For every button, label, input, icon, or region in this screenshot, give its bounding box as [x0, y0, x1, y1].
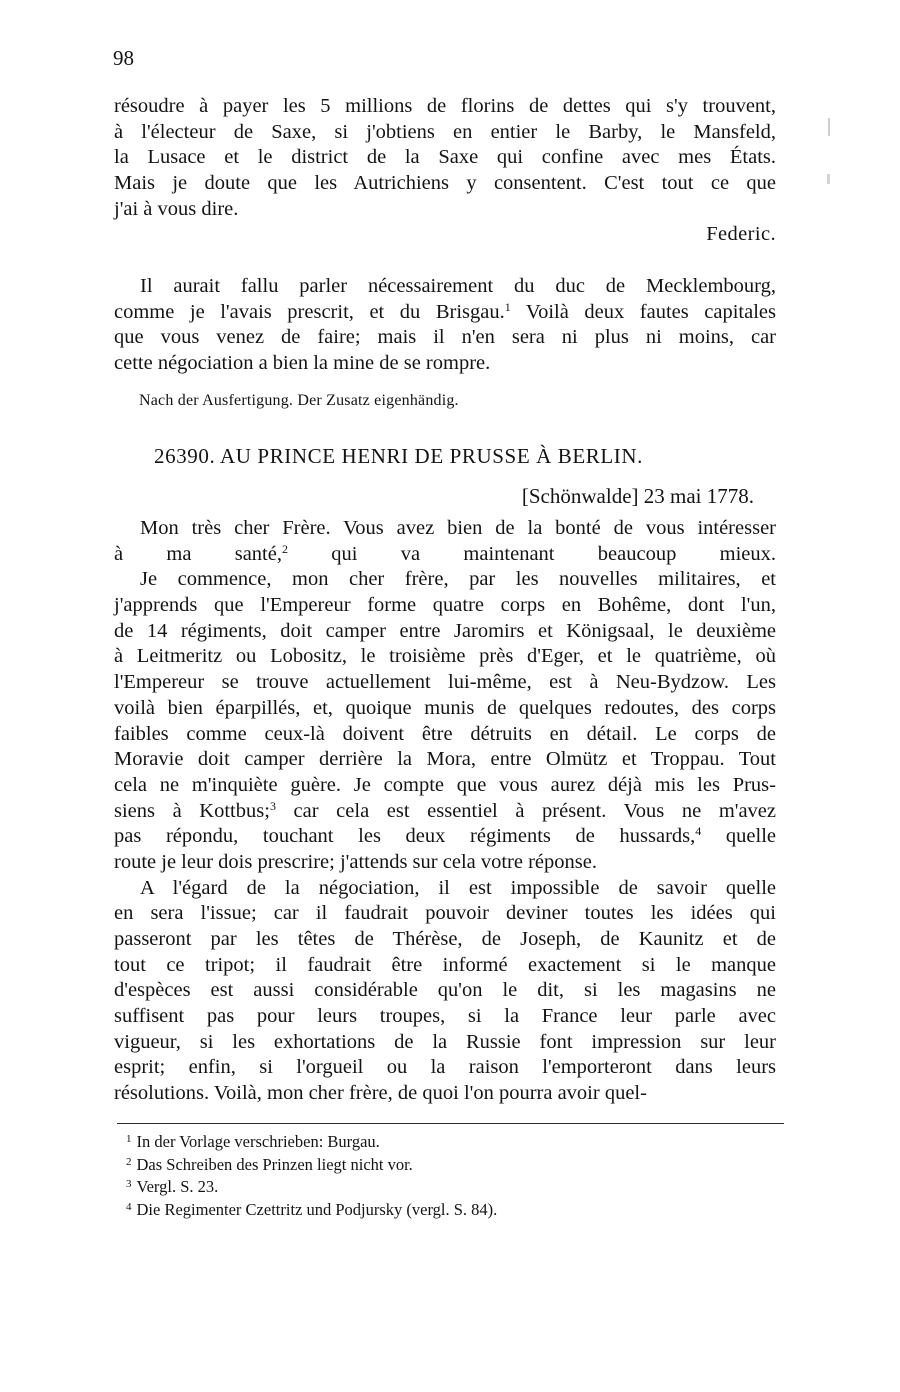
text-line — [114, 722, 776, 748]
text-line — [114, 876, 776, 902]
footnote-ref: 4 — [695, 824, 702, 839]
text-line — [114, 696, 776, 722]
line-text: tout ce tripot; il faudrait être informé exactement si le manque — [114, 953, 776, 976]
text-line: la Lusace et le district de la Saxe qui confine avec mes États. — [114, 146, 776, 169]
text-line — [114, 300, 776, 326]
text-line — [114, 799, 776, 825]
line-text: A l'égard de la négociation, il est impossible de savoir quelle — [140, 876, 776, 899]
footnote-number: 4 — [126, 1200, 132, 1213]
line-text: résolutions. Voilà, mon cher frère, de quoi l'on pourra avoir quel- — [114, 1082, 647, 1105]
margin-mark — [827, 174, 830, 184]
text-line — [114, 1030, 776, 1056]
footnote — [126, 1173, 497, 1196]
text-line — [114, 850, 776, 876]
line-text: car cela est essentiel à présent. Vous ne m'avez — [275, 799, 776, 822]
line-text: d'espèces est aussi considérable qu'on le dit, si les magasins ne — [114, 979, 776, 1002]
line-text: pas répondu, touchant les deux régiments de hussards, — [114, 825, 696, 848]
text-line: résoudre à payer les 5 millions de florins de dettes qui s'y trouvent, — [114, 95, 776, 117]
text-line: à l'électeur de Saxe, si j'obtiens en entier le Barby, le Mansfeld, — [114, 120, 776, 143]
letter-continuation — [114, 94, 776, 248]
page-number: 98 — [113, 46, 134, 70]
line-text: que vous venez de faire; mais il n'en sera ni plus ni moins, car — [114, 326, 776, 349]
line-text: en sera l'issue; car il faudrait pouvoir deviner toutes les idées qui — [114, 902, 776, 925]
text-line — [114, 644, 776, 670]
footnote-ref: 3 — [269, 798, 276, 813]
text-line: j'ai à vous dire. — [114, 197, 239, 220]
line-text: quelle — [701, 825, 776, 848]
text-line — [114, 773, 776, 799]
line-text: Moravie doit camper derrière la Mora, entre Olmütz et Troppau. Tout — [114, 748, 776, 771]
line-text: voilà bien éparpillés, et, quoique munis de quelques redoutes, des corps — [114, 696, 776, 719]
letter-body — [114, 516, 776, 1107]
text-line — [114, 747, 776, 773]
line-text: à Leitmeritz ou Lobositz, le troisième près d'Eger, et le quatrième, où — [114, 645, 776, 668]
footnote-text: Vergl. S. 23. — [136, 1177, 219, 1196]
text-line — [114, 325, 776, 351]
footnote-ref: 2 — [281, 541, 288, 556]
line-text: siens à Kottbus; — [114, 799, 270, 822]
line-text: Mon très cher Frère. Vous avez bien de la bonté de vous intéresser — [140, 517, 776, 539]
line-text: Il aurait fallu parler nécessairement du duc de Mecklembourg, — [140, 275, 776, 297]
line-text: vigueur, si les exhortations de la Russie font impression sur leur — [114, 1030, 776, 1053]
letter-heading: 26390. AU PRINCE HENRI DE PRUSSE À BERLIN. — [154, 444, 643, 468]
line-text: qui va maintenant beaucoup mieux. — [287, 542, 776, 565]
text-line — [114, 927, 776, 953]
margin-mark — [828, 118, 830, 136]
text-line — [114, 824, 776, 850]
text-line — [114, 1004, 776, 1030]
line-text: Je commence, mon cher frère, par les nouvelles militaires, et — [140, 568, 776, 591]
text-line — [114, 567, 776, 593]
line-text: j'apprends que l'Empereur forme quatre corps en Bohême, dont l'un, — [114, 594, 776, 617]
text-line — [114, 619, 776, 645]
footnote-text: In der Vorlage verschrieben: Burgau. — [136, 1132, 380, 1151]
text-line — [114, 1081, 776, 1107]
line-text: à ma santé, — [114, 542, 282, 565]
footnote-text: Die Regimenter Czettritz und Podjursky (vergl. S. 84). — [136, 1199, 498, 1219]
footnote — [126, 1196, 497, 1219]
line-text: l'Empereur se trouve actuellement lui-même, est à Neu-Bydzow. Les — [114, 671, 776, 694]
line-text: route je leur dois prescrire; j'attends sur cela votre réponse. — [114, 850, 597, 873]
footnote-text: Das Schreiben des Prinzen liegt nicht vor. — [136, 1154, 413, 1174]
footnote — [126, 1151, 497, 1174]
text-line — [114, 542, 776, 568]
footnote-number: 3 — [126, 1178, 132, 1190]
text-line — [114, 351, 776, 377]
text-line — [114, 1055, 776, 1081]
footnote-number: 1 — [126, 1133, 132, 1145]
footnote-ref: 1 — [504, 299, 511, 314]
footnote-rule — [117, 1123, 784, 1124]
line-text: suffisent pas pour leurs troupes, si la France leur parle avec — [114, 1005, 776, 1028]
footnotes — [126, 1128, 497, 1218]
source-note: Nach der Ausfertigung. Der Zusatz eigenhändig. — [139, 392, 459, 409]
line-text: cela ne m'inquiète guère. Je compte que vous aurez déjà mis les Prus- — [114, 773, 776, 796]
text-line — [114, 516, 776, 542]
text-line — [114, 978, 776, 1004]
signature: Federic. — [706, 223, 776, 246]
text-line — [114, 953, 776, 979]
footnote-number: 2 — [126, 1155, 132, 1168]
line-text: Voilà deux fautes capitales — [510, 300, 776, 323]
postscript — [114, 274, 776, 377]
text-line — [114, 593, 776, 619]
text-line — [114, 901, 776, 927]
line-text: cette négociation a bien la mine de se rompre. — [114, 352, 491, 375]
text-line — [114, 670, 776, 696]
footnote — [126, 1128, 497, 1151]
text-line: Mais je doute que les Autrichiens y consentent. C'est tout ce que — [114, 172, 776, 195]
line-text: de 14 régiments, doit camper entre Jaromirs et Königsaal, le deuxième — [114, 619, 776, 642]
letter-place-date: [Schönwalde] 23 mai 1778. — [521, 484, 754, 508]
line-text: passeront par les têtes de Thérèse, de Joseph, de Kaunitz et de — [114, 928, 776, 950]
line-text: comme je l'avais prescrit, et du Brisgau. — [114, 300, 505, 323]
line-text: faibles comme ceux-là doivent être détruits en détail. Le corps de — [114, 722, 776, 745]
line-text: esprit; enfin, si l'orgueil ou la raison l'emporteront dans leurs — [114, 1056, 776, 1079]
text-line — [114, 274, 776, 300]
